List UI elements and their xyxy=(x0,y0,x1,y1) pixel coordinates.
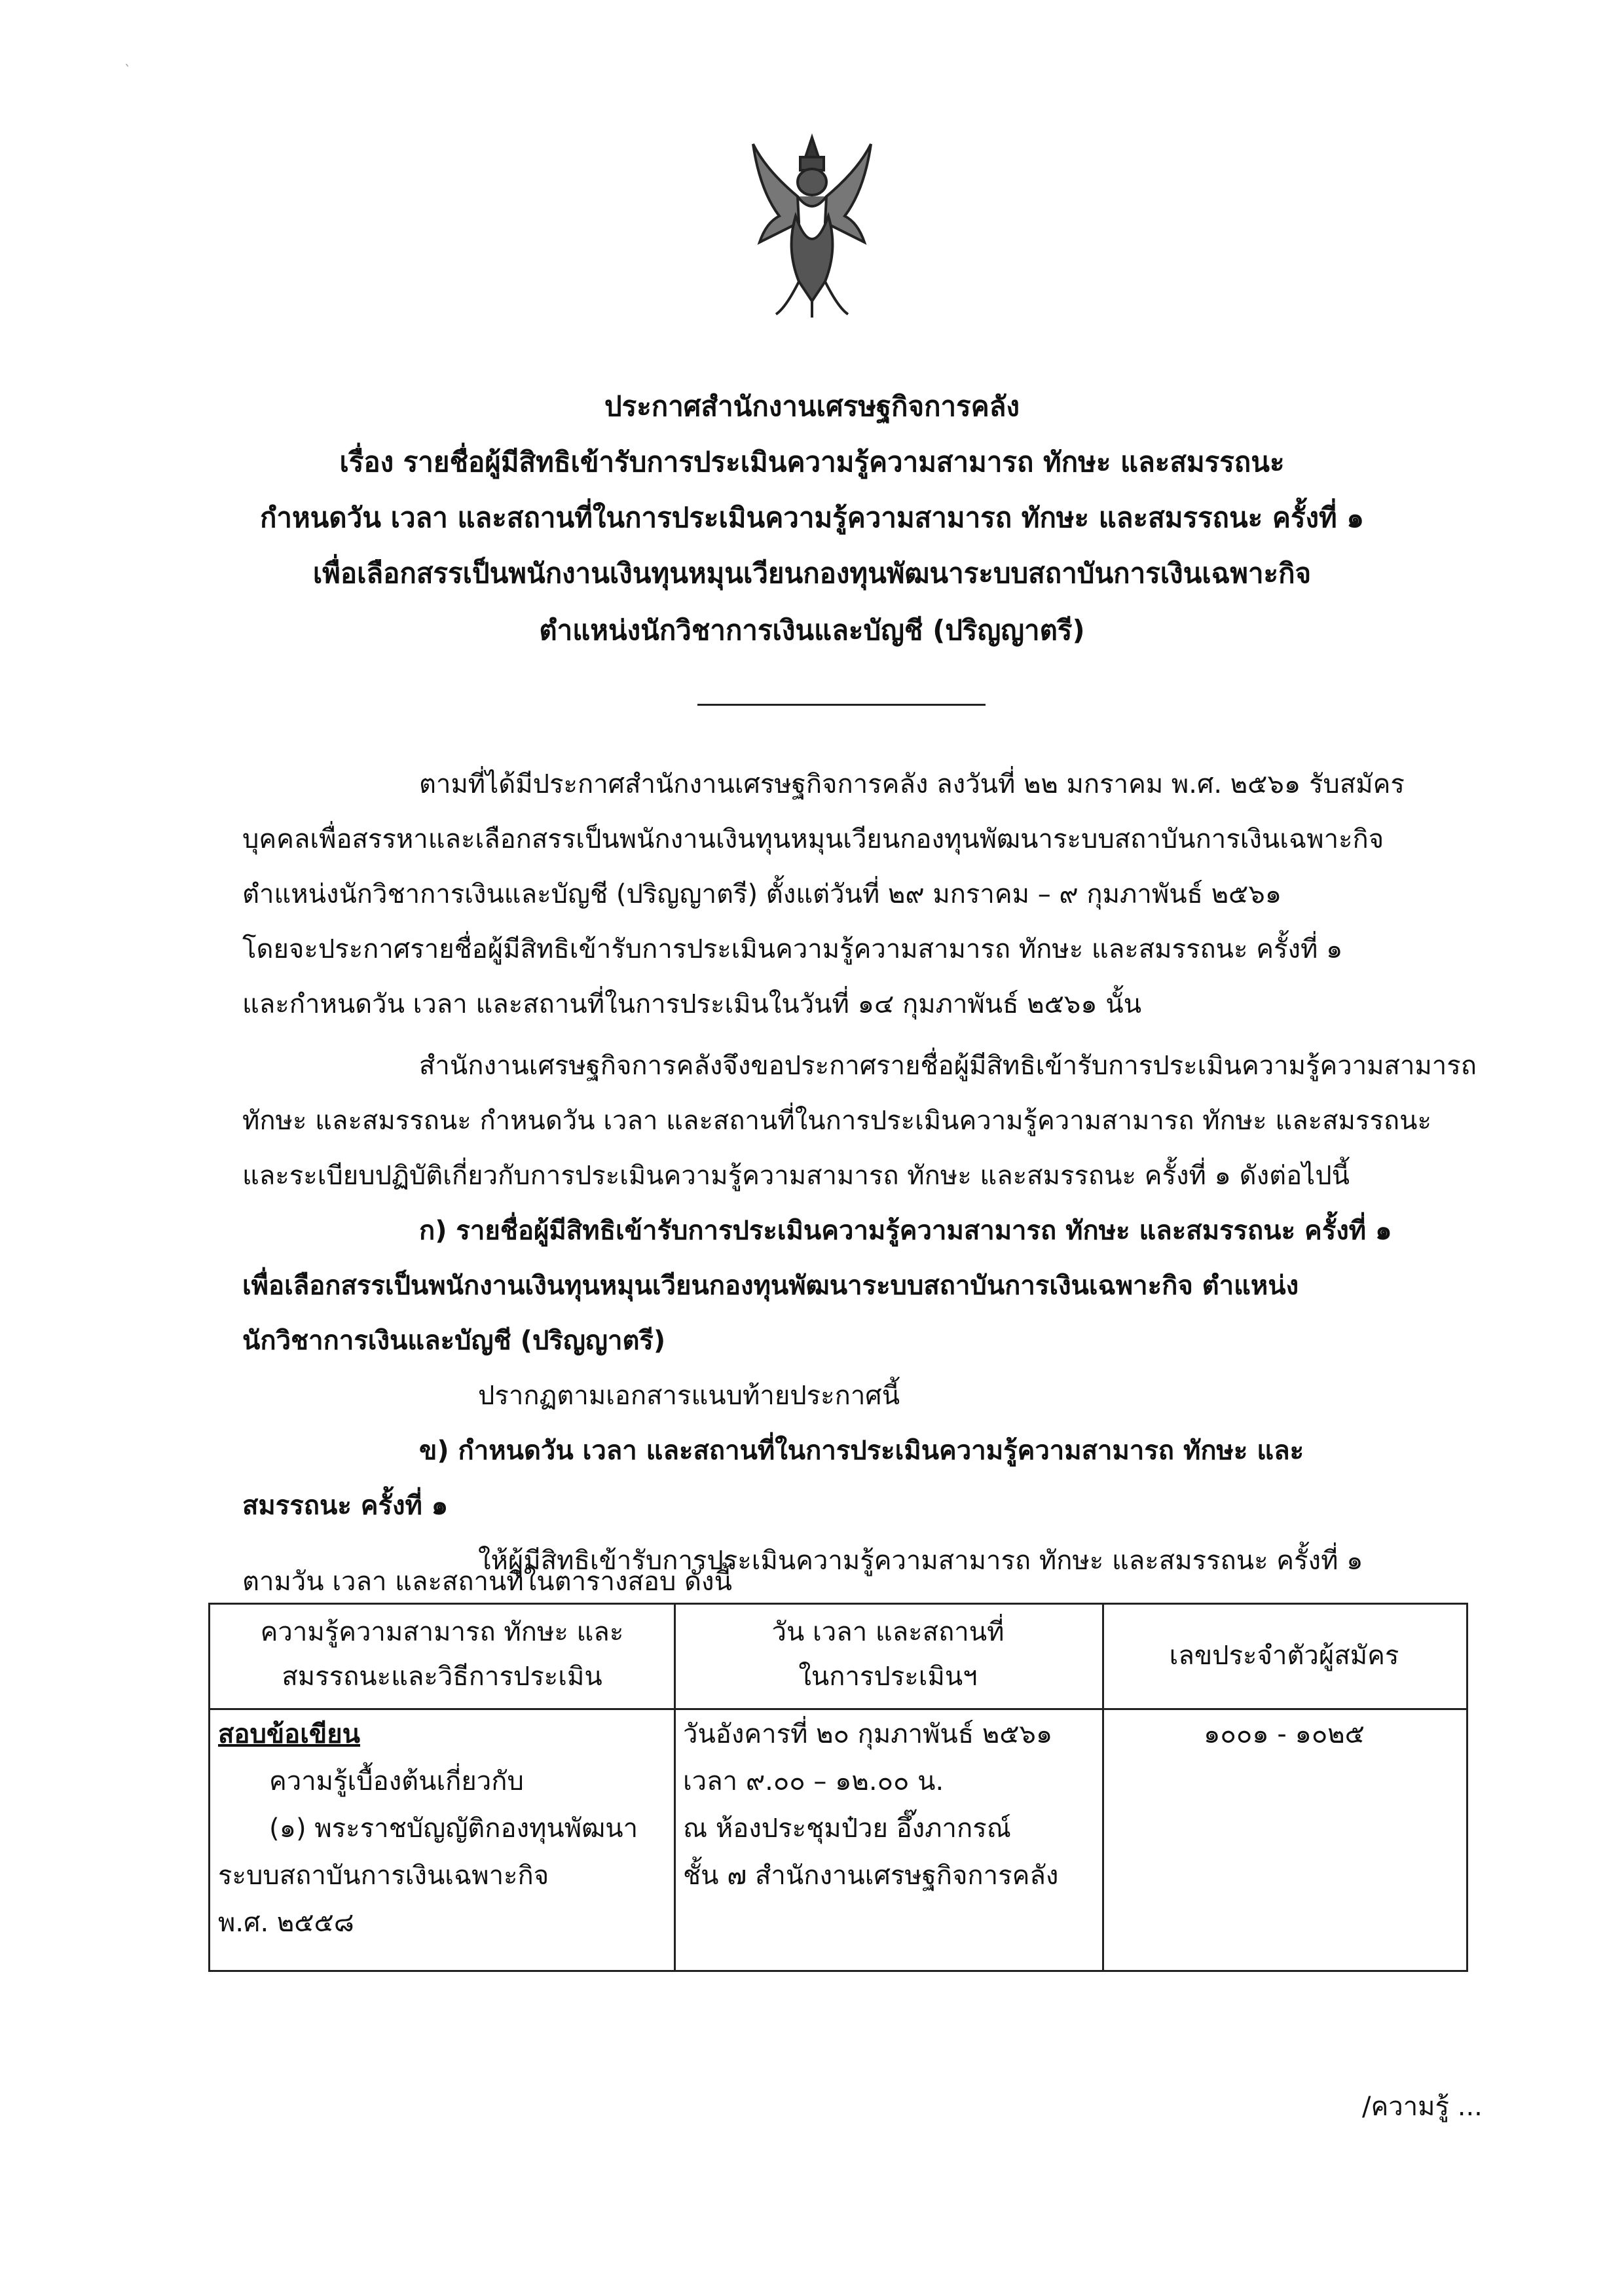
title-divider xyxy=(697,704,986,706)
header-col3: เลขประจำตัวผู้สมัคร xyxy=(1169,1641,1399,1671)
method-line-4: พ.ศ. ๒๕๕๘ xyxy=(218,1908,354,1938)
section-a-line-3: นักวิชาการเงินและบัญชี (ปริญญาตรี) xyxy=(242,1326,666,1356)
section-b-line-1: ข) กำหนดวัน เวลา และสถานที่ในการประเมินความรู้ความสามารถ ทักษะ และ xyxy=(419,1436,1304,1466)
announcement-title: ประกาศสำนักงานเศรษฐกิจการคลัง xyxy=(604,390,1020,422)
p1-line-4: โดยจะประกาศรายชื่อผู้มีสิทธิเข้ารับการประเมินความรู้ความสามารถ ทักษะ และสมรรถนะ ครั้งที่ ๑ xyxy=(242,934,1343,964)
section-a-line-2: เพื่อเลือกสรรเป็นพนักงานเงินทุนหมุนเวียนกองทุนพัฒนาระบบสถาบันการเงินเฉพาะกิจ ตำแหน่ง xyxy=(242,1271,1299,1301)
p1-line-2: บุคคลเพื่อสรรหาและเลือกสรรเป็นพนักงานเงินทุนหมุนเวียนกองทุนพัฒนาระบบสถาบันการเงินเฉพาะกิจ xyxy=(242,824,1384,854)
section-b-text-2: ตามวัน เวลา และสถานที่ในตารางสอบ ดังนี้ xyxy=(242,1567,732,1597)
garuda-emblem-icon xyxy=(740,131,884,321)
section-a-line-1: ก) รายชื่อผู้มีสิทธิเข้ารับการประเมินความรู้ความสามารถ ทักษะ และสมรรถนะ ครั้งที่ ๑ xyxy=(419,1216,1392,1246)
p2-line-2: ทักษะ และสมรรถนะ กำหนดวัน เวลา และสถานที่ในการประเมินความรู้ความสามารถ ทักษะ และสมรรถนะ xyxy=(242,1106,1431,1136)
p1-line-3: ตำแหน่งนักวิชาการเงินและบัญชี (ปริญญาตรี) ตั้งแต่วันที่ ๒๙ มกราคม – ๙ กุมภาพันธ์ ๒๕๖๑ xyxy=(242,879,1282,909)
p2-line-3: และระเบียบปฏิบัติเกี่ยวกับการประเมินความรู้ความสามารถ ทักษะ และสมรรถนะ ครั้งที่ ๑ ดังต่อไปนี้ xyxy=(242,1161,1350,1191)
margin-mark: ` xyxy=(124,62,131,78)
section-b-line-2: สมรรถนะ ครั้งที่ ๑ xyxy=(242,1491,449,1521)
p2-line-1: สำนักงานเศรษฐกิจการคลังจึงขอประกาศรายชื่อผู้มีสิทธิเข้ารับการประเมินความรู้ความสามารถ xyxy=(419,1051,1477,1081)
schedule-line-2: เวลา ๙.๐๐ – ๑๒.๐๐ น. xyxy=(683,1766,944,1796)
method-line-3: ระบบสถาบันการเงินเฉพาะกิจ xyxy=(218,1861,549,1891)
method-line-2: (๑) พระราชบัญญัติกองทุนพัฒนา xyxy=(269,1813,638,1844)
section-b-text-1: ให้ผู้มีสิทธิเข้ารับการประเมินความรู้ความสามารถ ทักษะ และสมรรถนะ ครั้งที่ ๑ xyxy=(478,1546,1363,1576)
schedule-line-3: ณ ห้องประชุมป๋วย อึ๊งภากรณ์ xyxy=(683,1813,1011,1844)
schedule-line-1: วันอังคารที่ ๒๐ กุมภาพันธ์ ๒๕๖๑ xyxy=(683,1719,1053,1749)
subject-line-1: เรื่อง รายชื่อผู้มีสิทธิเข้ารับการประเมินความรู้ความสามารถ ทักษะ และสมรรถนะ xyxy=(339,446,1285,478)
header-col1-line2: สมรรถนะและวิธีการประเมิน xyxy=(282,1662,602,1692)
p1-line-1: ตามที่ได้มีประกาศสำนักงานเศรษฐกิจการคลัง ลงวันที่ ๒๒ มกราคม พ.ศ. ๒๕๖๑ รับสมัคร xyxy=(419,769,1405,799)
method-line-1: ความรู้เบื้องต้นเกี่ยวกับ xyxy=(269,1766,524,1796)
method-title: สอบข้อเขียน xyxy=(218,1719,360,1749)
header-col1-line1: ความรู้ความสามารถ ทักษะ และ xyxy=(260,1617,624,1647)
p1-line-5: และกำหนดวัน เวลา และสถานที่ในการประเมินในวันที่ ๑๔ กุมภาพันธ์ ๒๕๖๑ นั้น xyxy=(242,989,1142,1019)
schedule-line-4: ชั้น ๗ สำนักงานเศรษฐกิจการคลัง xyxy=(683,1861,1059,1891)
section-a-note: ปรากฏตามเอกสารแนบท้ายประกาศนี้ xyxy=(478,1381,900,1411)
subject-line-4: ตำแหน่งนักวิชาการเงินและบัญชี (ปริญญาตรี) xyxy=(539,614,1085,646)
header-col2-line1: วัน เวลา และสถานที่ xyxy=(771,1617,1005,1647)
continuation-marker: /ความรู้ ... xyxy=(1362,2092,1483,2122)
header-col2-line2: ในการประเมินฯ xyxy=(798,1662,978,1692)
exam-schedule-table xyxy=(208,1603,1468,1972)
applicant-ids: ๑๐๐๑ - ๑๐๒๕ xyxy=(1204,1719,1365,1749)
subject-line-2: กำหนดวัน เวลา และสถานที่ในการประเมินความรู้ความสามารถ ทักษะ และสมรรถนะ ครั้งที่ ๑ xyxy=(259,501,1364,534)
subject-line-3: เพื่อเลือกสรรเป็นพนักงานเงินทุนหมุนเวียนกองทุนพัฒนาระบบสถาบันการเงินเฉพาะกิจ xyxy=(312,557,1312,589)
